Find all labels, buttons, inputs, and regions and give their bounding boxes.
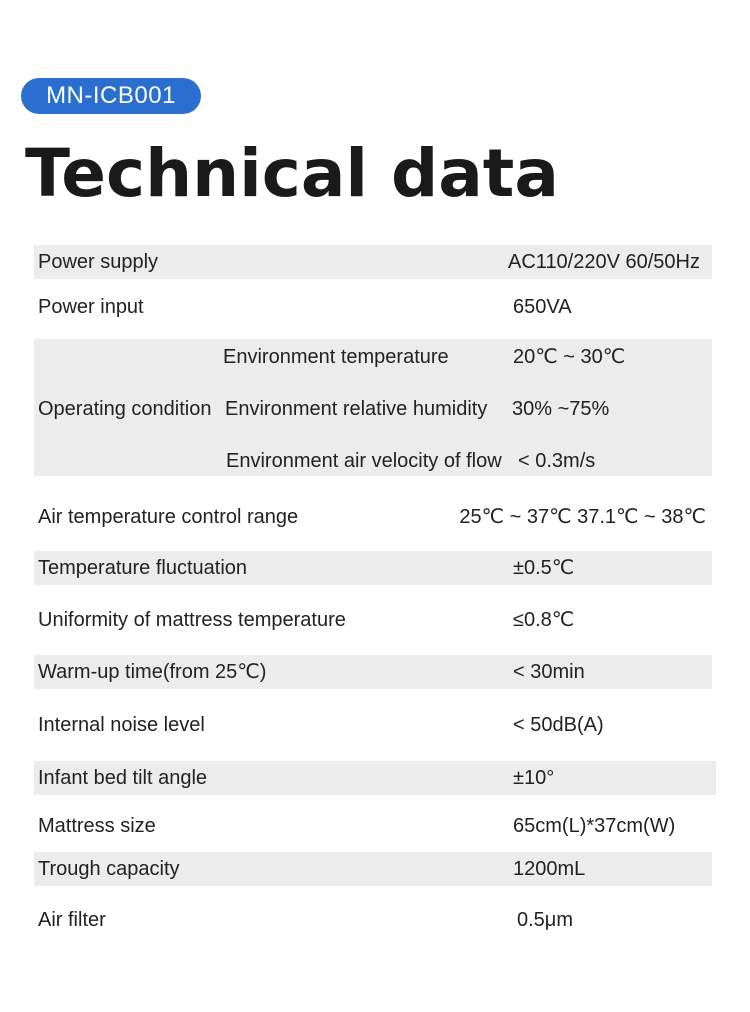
spec-row-bed-tilt-angle [34, 761, 716, 795]
spec-label: Power supply [38, 251, 159, 273]
spec-value: AC110/220V 60/50Hz [508, 251, 700, 273]
spec-label: Temperature fluctuation [38, 557, 248, 579]
sub-value-temperature: 20℃ ~ 30℃ [513, 346, 626, 368]
model-badge: MN-ICB001 [21, 78, 201, 114]
spec-row-internal-noise [34, 705, 712, 745]
spec-value: 25℃ ~ 37℃ 37.1℃ ~ 38℃ [459, 506, 706, 528]
spec-row-temperature-fluctuation [34, 551, 712, 585]
spec-label: Internal noise level [38, 714, 205, 736]
spec-label: Infant bed tilt angle [38, 767, 208, 789]
spec-value: 0.5μm [517, 909, 573, 931]
spec-row-operating-condition [34, 339, 712, 476]
spec-row-mattress-size [34, 807, 712, 845]
sub-label-temperature: Environment temperature [223, 346, 449, 368]
spec-row-power-supply [34, 245, 712, 279]
sub-value-humidity: 30% ~75% [512, 398, 610, 420]
spec-value: < 30min [513, 661, 585, 683]
spec-label: Air temperature control range [38, 506, 299, 528]
spec-row-warm-up-time [34, 655, 712, 689]
spec-label: Uniformity of mattress temperature [38, 609, 346, 631]
spec-row-power-input [34, 287, 712, 327]
spec-value: ±0.5℃ [513, 557, 575, 579]
sub-label-humidity: Environment relative humidity [225, 398, 488, 420]
spec-row-air-temperature-range [34, 497, 712, 537]
spec-value: ±10° [513, 767, 555, 789]
spec-value: ≤0.8℃ [513, 609, 575, 631]
spec-label: Trough capacity [38, 858, 180, 880]
spec-value: < 50dB(A) [513, 714, 604, 736]
spec-label: Warm-up time(from 25℃) [38, 661, 267, 683]
spec-label: Operating condition [38, 398, 212, 420]
spec-value: 65cm(L)*37cm(W) [513, 815, 676, 837]
spec-label: Mattress size [38, 815, 156, 837]
spec-label: Air filter [38, 909, 106, 931]
spec-row-air-filter [34, 901, 712, 939]
spec-value: 1200mL [513, 858, 586, 880]
spec-row-mattress-uniformity [34, 601, 712, 641]
sub-value-air-velocity: < 0.3m/s [518, 450, 596, 472]
spec-row-trough-capacity [34, 852, 712, 886]
spec-value: 650VA [513, 296, 572, 318]
page-title: Technical data [25, 135, 559, 212]
spec-label: Power input [38, 296, 144, 318]
sub-label-air-velocity: Environment air velocity of flow [226, 450, 502, 472]
